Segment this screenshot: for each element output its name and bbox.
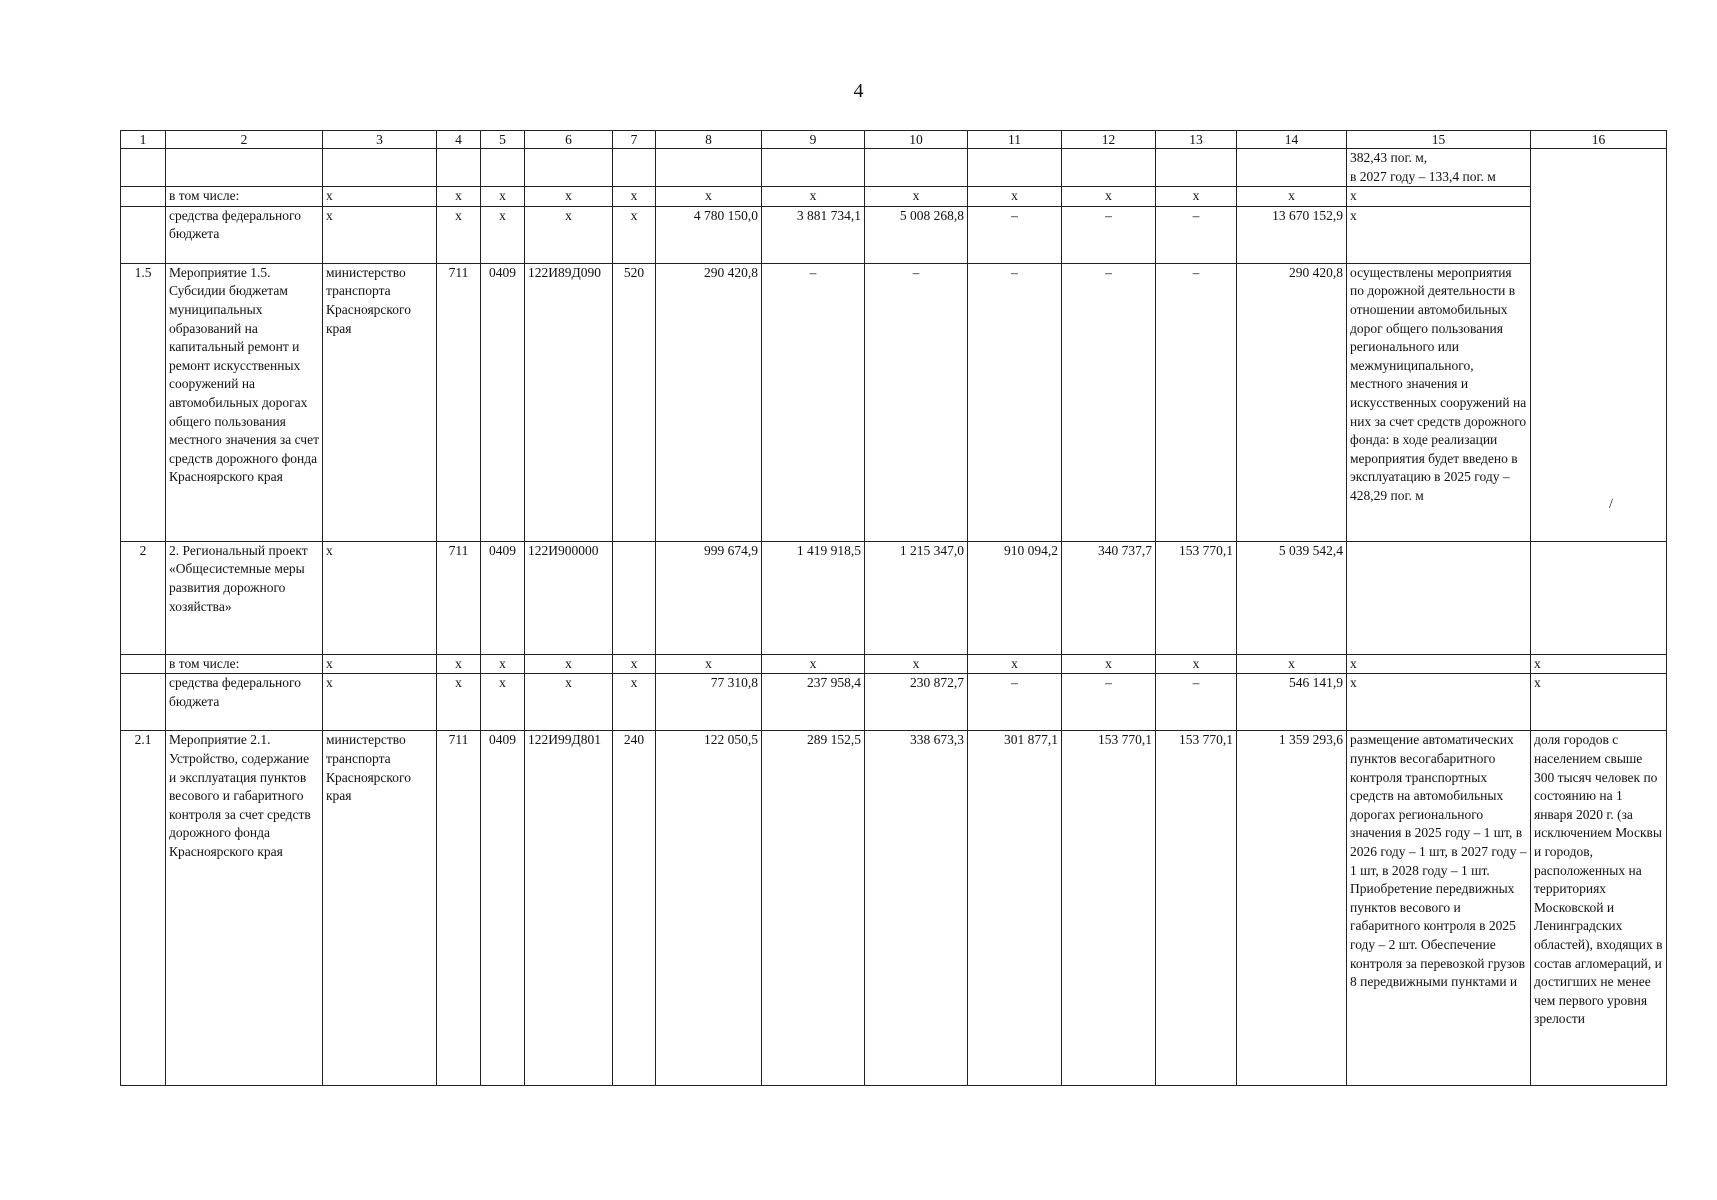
cell: 5 039 542,4 bbox=[1237, 541, 1347, 654]
header-cell: 4 bbox=[437, 131, 481, 149]
cell: 546 141,9 bbox=[1237, 674, 1347, 731]
cell: 1 215 347,0 bbox=[865, 541, 968, 654]
cell bbox=[323, 149, 437, 187]
cell: министерство транспорта Красноярского края bbox=[323, 731, 437, 1086]
header-cell: 8 bbox=[656, 131, 762, 149]
cell: 711 bbox=[437, 263, 481, 541]
margin-mark: / bbox=[1609, 497, 1613, 512]
cell: 289 152,5 bbox=[762, 731, 865, 1086]
cell: министерство транспорта Красноярского края bbox=[323, 263, 437, 541]
cell bbox=[481, 149, 525, 187]
header-cell: 9 bbox=[762, 131, 865, 149]
cell: в том числе: bbox=[166, 187, 323, 207]
cell: x bbox=[1347, 187, 1531, 207]
cell bbox=[762, 149, 865, 187]
table-row bbox=[121, 674, 1667, 731]
cell: размещение автоматических пунктов весогабаритного контроля транспортных средств на автомобильных дорогах регионального значения в 2025 году – 1 шт, в 2026 году – 1 шт, в 2027 году – 1 шт, в 2028 году – 1 шт. Приобретение передвижных пунктов весового и габаритного контроля в 2025 году – 2 шт. Обеспечение контроля за перевозкой грузов 8 передвижными пунктами и bbox=[1347, 731, 1531, 1086]
cell: 1 359 293,6 bbox=[1237, 731, 1347, 1086]
cell: Мероприятие 2.1. Устройство, содержание и эксплуатация пунктов весового и габаритного контроля за счет средств дорожного фонда Красноярского края bbox=[166, 731, 323, 1086]
cell: – bbox=[968, 674, 1062, 731]
cell: 1 419 918,5 bbox=[762, 541, 865, 654]
cell: средства федерального бюджета bbox=[166, 674, 323, 731]
cell: 153 770,1 bbox=[1156, 541, 1237, 654]
cell: x bbox=[481, 654, 525, 674]
cell: x bbox=[1237, 187, 1347, 207]
cell: x bbox=[1156, 654, 1237, 674]
header-cell: 15 bbox=[1347, 131, 1531, 149]
cell: осуществлены мероприятия по дорожной деятельности в отношении автомобильных дорог общего пользования регионального или межмуниципального, местного значения и искусственных сооружений на них за счет средств дорожного фонда: в ходе реализации мероприятия будет введено в эксплуатацию в 2025 году – 428,29 пог. м bbox=[1347, 263, 1531, 541]
cell bbox=[121, 654, 166, 674]
cell: x bbox=[1347, 206, 1531, 263]
cell: 0409 bbox=[481, 263, 525, 541]
cell: 338 673,3 bbox=[865, 731, 968, 1086]
cell: – bbox=[968, 263, 1062, 541]
cell: 4 780 150,0 bbox=[656, 206, 762, 263]
header-cell: 1 bbox=[121, 131, 166, 149]
cell: x bbox=[437, 187, 481, 207]
cell bbox=[656, 149, 762, 187]
cell: – bbox=[1156, 206, 1237, 263]
header-cell: 11 bbox=[968, 131, 1062, 149]
cell: x bbox=[613, 674, 656, 731]
cell: 711 bbox=[437, 541, 481, 654]
cell bbox=[1062, 149, 1156, 187]
cell: 2.1 bbox=[121, 731, 166, 1086]
cell: x bbox=[525, 654, 613, 674]
cell: x bbox=[525, 674, 613, 731]
cell: Мероприятие 1.5. Субсидии бюджетам муниципальных образований на капитальный ремонт и ремонт искусственных сооружений на автомобильных дорогах общего пользования местного значения за счет средств дорожного фонда Красноярского края bbox=[166, 263, 323, 541]
cell: 240 bbox=[613, 731, 656, 1086]
cell: 520 bbox=[613, 263, 656, 541]
cell: x bbox=[1347, 654, 1531, 674]
cell: – bbox=[1062, 674, 1156, 731]
cell: – bbox=[762, 263, 865, 541]
cell: x bbox=[1062, 654, 1156, 674]
cell bbox=[525, 149, 613, 187]
cell: x bbox=[525, 206, 613, 263]
cell: 1.5 bbox=[121, 263, 166, 541]
table-row bbox=[121, 149, 1667, 187]
table-row bbox=[121, 187, 1667, 207]
cell: x bbox=[1237, 654, 1347, 674]
cell: 999 674,9 bbox=[656, 541, 762, 654]
cell: – bbox=[865, 263, 968, 541]
table-row bbox=[121, 206, 1667, 263]
cell: x bbox=[481, 674, 525, 731]
cell bbox=[865, 149, 968, 187]
cell bbox=[1531, 149, 1667, 542]
cell bbox=[121, 674, 166, 731]
header-cell: 2 bbox=[166, 131, 323, 149]
cell bbox=[437, 149, 481, 187]
cell: x bbox=[865, 187, 968, 207]
cell bbox=[121, 149, 166, 187]
cell: x bbox=[762, 187, 865, 207]
table-row bbox=[121, 731, 1667, 1086]
cell: – bbox=[1156, 263, 1237, 541]
header-cell: 10 bbox=[865, 131, 968, 149]
cell: x bbox=[656, 654, 762, 674]
cell: x bbox=[437, 206, 481, 263]
cell bbox=[968, 149, 1062, 187]
cell bbox=[613, 149, 656, 187]
header-cell: 13 bbox=[1156, 131, 1237, 149]
column-number-row bbox=[121, 131, 1667, 149]
cell: x bbox=[968, 654, 1062, 674]
cell: x bbox=[481, 206, 525, 263]
cell: x bbox=[865, 654, 968, 674]
header-cell: 7 bbox=[613, 131, 656, 149]
cell: 2 bbox=[121, 541, 166, 654]
header-cell: 16 bbox=[1531, 131, 1667, 149]
cell: 290 420,8 bbox=[656, 263, 762, 541]
cell: 153 770,1 bbox=[1156, 731, 1237, 1086]
cell: x bbox=[323, 206, 437, 263]
cell: 13 670 152,9 bbox=[1237, 206, 1347, 263]
cell: 2. Региональный проект «Общесистемные меры развития дорожного хозяйства» bbox=[166, 541, 323, 654]
header-cell: 12 bbox=[1062, 131, 1156, 149]
cell: x bbox=[1347, 674, 1531, 731]
cell: в том числе: bbox=[166, 654, 323, 674]
cell: 122 050,5 bbox=[656, 731, 762, 1086]
cell: доля городов с населением свыше 300 тысяч человек по состоянию на 1 января 2020 г. (за исключением Москвы и городов, расположенных на территориях Московской и Ленинградских областей), входящих в состав агломераций, и достигших не менее чем первого уровня зрелости bbox=[1531, 731, 1667, 1086]
header-cell: 3 bbox=[323, 131, 437, 149]
cell: x bbox=[613, 187, 656, 207]
page-number: 4 bbox=[853, 80, 864, 102]
cell: x bbox=[525, 187, 613, 207]
cell: 301 877,1 bbox=[968, 731, 1062, 1086]
cell: x bbox=[437, 674, 481, 731]
cell: средства федерального бюджета bbox=[166, 206, 323, 263]
cell bbox=[1156, 149, 1237, 187]
cell: 122И99Д801 bbox=[525, 731, 613, 1086]
cell: – bbox=[1156, 674, 1237, 731]
cell: x bbox=[1531, 674, 1667, 731]
cell: – bbox=[968, 206, 1062, 263]
cell: x bbox=[323, 674, 437, 731]
cell: x bbox=[437, 654, 481, 674]
table-row bbox=[121, 654, 1667, 674]
cell: 382,43 пог. м, в 2027 году – 133,4 пог. м bbox=[1347, 149, 1531, 187]
cell: x bbox=[762, 654, 865, 674]
cell: 0409 bbox=[481, 541, 525, 654]
cell: 237 958,4 bbox=[762, 674, 865, 731]
cell: – bbox=[1062, 263, 1156, 541]
cell bbox=[121, 187, 166, 207]
cell: x bbox=[481, 187, 525, 207]
cell: 340 737,7 bbox=[1062, 541, 1156, 654]
cell: 5 008 268,8 bbox=[865, 206, 968, 263]
budget-table bbox=[120, 130, 1667, 1086]
table-row bbox=[121, 263, 1667, 541]
cell: 122И89Д090 bbox=[525, 263, 613, 541]
cell: x bbox=[323, 654, 437, 674]
cell bbox=[166, 149, 323, 187]
cell: x bbox=[323, 187, 437, 207]
cell: 122И900000 bbox=[525, 541, 613, 654]
header-cell: 5 bbox=[481, 131, 525, 149]
cell: x bbox=[613, 654, 656, 674]
cell: – bbox=[1062, 206, 1156, 263]
cell: x bbox=[1062, 187, 1156, 207]
cell: 290 420,8 bbox=[1237, 263, 1347, 541]
cell: 3 881 734,1 bbox=[762, 206, 865, 263]
cell: 0409 bbox=[481, 731, 525, 1086]
cell bbox=[1531, 541, 1667, 654]
cell bbox=[1237, 149, 1347, 187]
cell: 230 872,7 bbox=[865, 674, 968, 731]
cell: 153 770,1 bbox=[1062, 731, 1156, 1086]
cell: x bbox=[613, 206, 656, 263]
header-cell: 6 bbox=[525, 131, 613, 149]
table-row bbox=[121, 541, 1667, 654]
cell bbox=[121, 206, 166, 263]
cell: x bbox=[656, 187, 762, 207]
header-cell: 14 bbox=[1237, 131, 1347, 149]
cell: x bbox=[323, 541, 437, 654]
cell: 910 094,2 bbox=[968, 541, 1062, 654]
cell: 711 bbox=[437, 731, 481, 1086]
cell: x bbox=[1156, 187, 1237, 207]
cell: x bbox=[1531, 654, 1667, 674]
cell: 77 310,8 bbox=[656, 674, 762, 731]
cell bbox=[613, 541, 656, 654]
cell bbox=[1347, 541, 1531, 654]
cell: x bbox=[968, 187, 1062, 207]
